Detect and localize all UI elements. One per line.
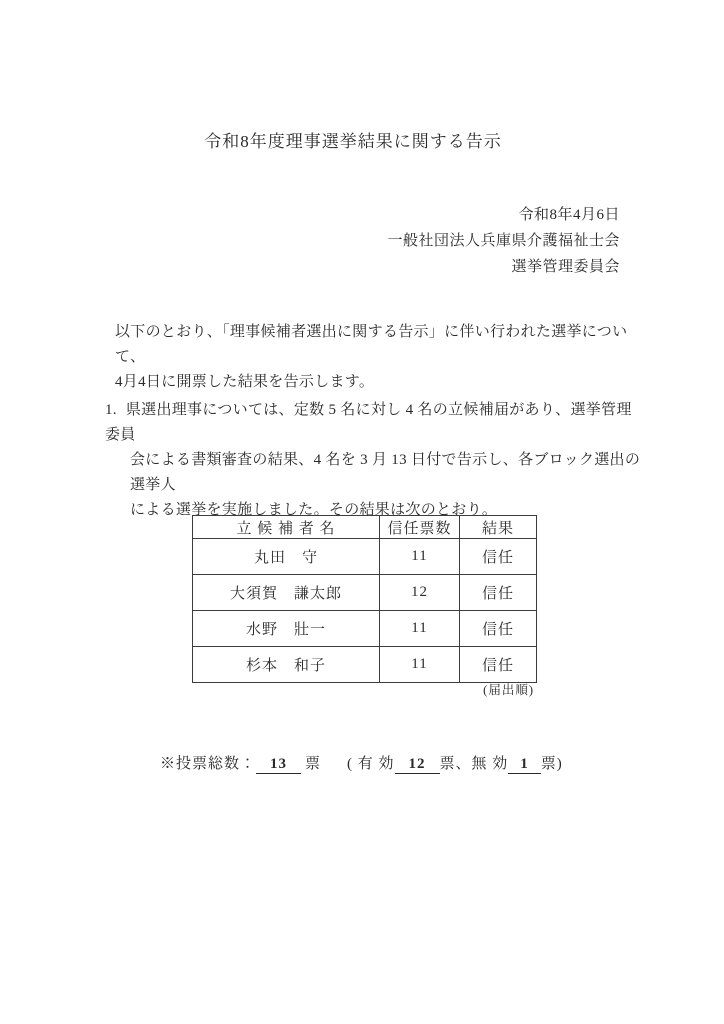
vote-count: 11 xyxy=(380,647,460,683)
totals-closing: 票) xyxy=(540,756,563,772)
issue-date: 令和8年4月6日 xyxy=(518,207,620,223)
col-header-candidate: 立 候 補 者 名 xyxy=(193,516,380,539)
item-text-3: による選挙を実施しました。その結果は次のとおり。 xyxy=(130,502,498,518)
results-table xyxy=(192,515,537,683)
vote-totals-line xyxy=(160,752,563,774)
numbered-item-1 xyxy=(105,398,645,523)
result-value: 信任 xyxy=(460,539,537,575)
candidate-name: 丸田 守 xyxy=(193,539,380,575)
result-value: 信任 xyxy=(460,575,537,611)
intro-line-2: 4月4日に開票した結果を告示します。 xyxy=(115,374,375,390)
valid-votes-value: 12 xyxy=(395,756,440,774)
table-header-row xyxy=(193,516,537,539)
invalid-votes-value: 1 xyxy=(508,756,541,774)
result-value: 信任 xyxy=(460,647,537,683)
intro-paragraph xyxy=(115,320,635,395)
organization-name: 一般社団法人兵庫県介護福祉士会 xyxy=(387,233,620,249)
vote-count: 12 xyxy=(380,575,460,611)
totals-prefix: ※投票総数： xyxy=(160,756,257,772)
committee-name: 選挙管理委員会 xyxy=(511,259,620,275)
valid-votes-label: ( 有 効 xyxy=(347,756,395,772)
date-block xyxy=(387,202,620,280)
intro-line-1: 以下のとおり、「理事候補者選出に関する告示」に伴い行われた選挙について、 xyxy=(115,324,628,365)
vote-count: 11 xyxy=(380,539,460,575)
table-row xyxy=(193,611,537,647)
col-header-result: 結果 xyxy=(460,516,537,539)
col-header-votes: 信任票数 xyxy=(380,516,460,539)
result-value: 信任 xyxy=(460,611,537,647)
item-text-2: 会による書類審査の結果、4 名を 3 月 13 日付で告示し、各ブロック選出の選挙人 xyxy=(130,452,641,493)
candidate-name: 杉本 和子 xyxy=(193,647,380,683)
table-row xyxy=(193,539,537,575)
table-row xyxy=(193,647,537,683)
item-line-1 xyxy=(105,398,645,448)
item-text-1: 県選出理事については、定数 5 名に対し 4 名の立候補届があり、選挙管理委員 xyxy=(105,402,632,443)
invalid-votes-label: 票、無 効 xyxy=(439,756,509,772)
totals-unit: 票 xyxy=(305,756,322,772)
vote-count: 11 xyxy=(380,611,460,647)
table-footnote: (届出順) xyxy=(483,683,534,697)
table-row xyxy=(193,575,537,611)
page-title: 令和8年度理事選挙結果に関する告示 xyxy=(204,132,502,151)
candidate-name: 水野 壯一 xyxy=(193,611,380,647)
total-votes-value: 13 xyxy=(256,756,301,774)
item-number: 1. xyxy=(105,402,117,418)
candidate-name: 大須賀 謙太郎 xyxy=(193,575,380,611)
